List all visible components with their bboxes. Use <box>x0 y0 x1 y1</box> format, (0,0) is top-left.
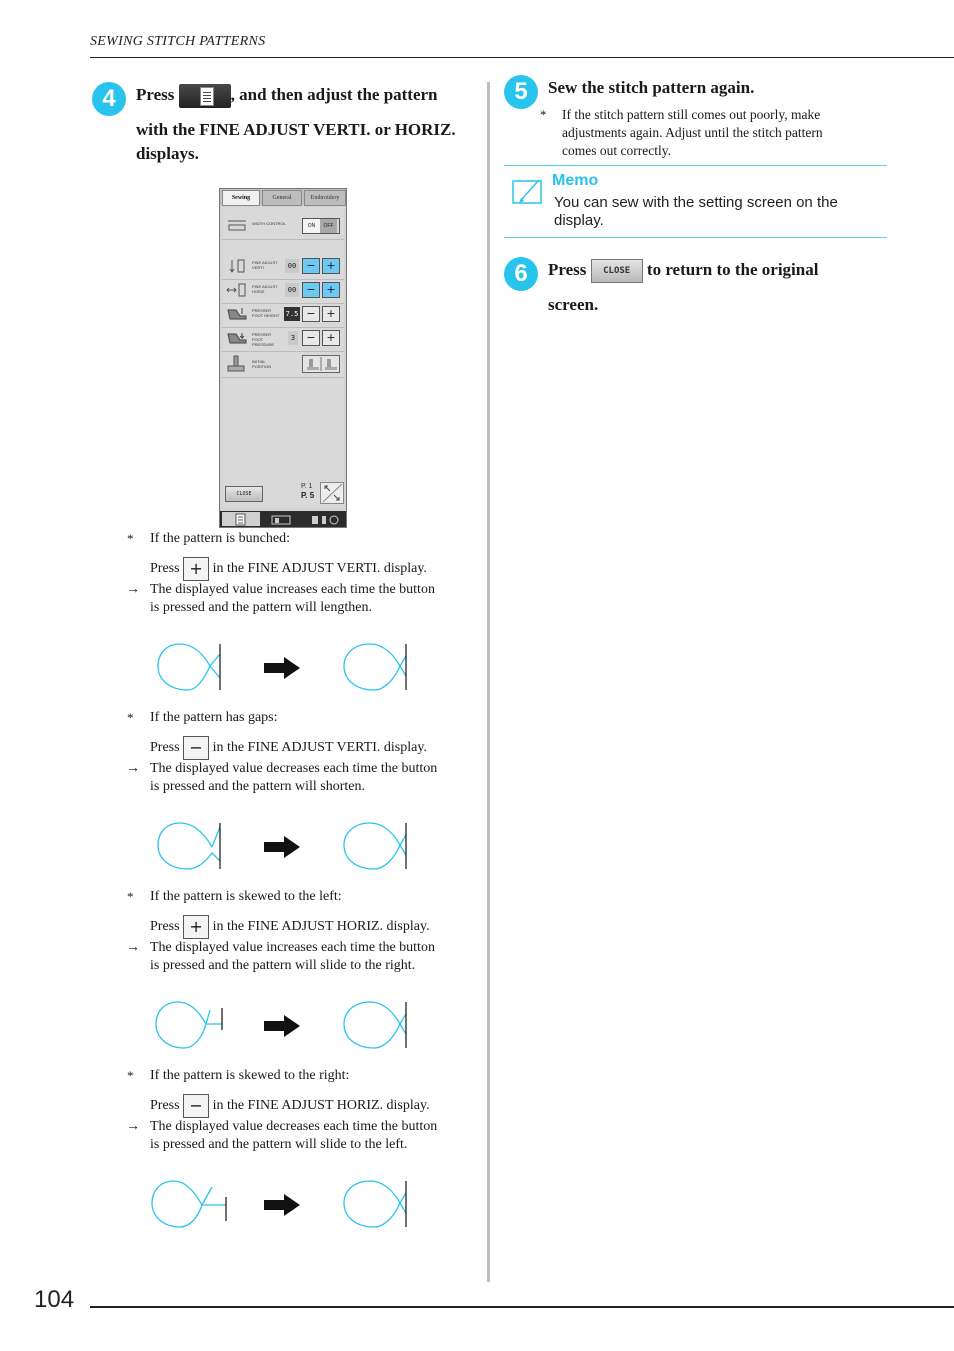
case-3-display: in the FINE ADJUST HORIZ. display. <box>212 919 430 935</box>
case-4-press: Press <box>150 1098 180 1114</box>
case-1-condition: If the pattern is bunched: <box>150 531 290 546</box>
step-5-note-line2: adjustments again. Adjust until the stitch pattern <box>562 125 823 140</box>
case-4-result-line1: The displayed value decreases each time the button <box>150 1119 438 1134</box>
tab-general[interactable]: General <box>262 190 302 206</box>
page-indicator-bottom: P. 5 <box>301 491 315 500</box>
arrow-right-icon: → <box>126 582 140 597</box>
case-4-display: in the FINE ADJUST HORIZ. display. <box>212 1098 430 1114</box>
section-header: SEWING STITCH PATTERNS <box>90 34 266 49</box>
width-control-label: WIDTH CONTROL <box>252 221 286 226</box>
width-control-toggle[interactable] <box>302 218 340 234</box>
fine-adjust-horiz-value: 00 <box>285 283 299 297</box>
arrow-right-icon <box>264 1194 300 1216</box>
memo-bottom-rule <box>504 237 887 238</box>
presser-foot-pressure-icon <box>226 331 248 345</box>
case-2-bullet: * <box>127 710 134 725</box>
step-6-badge: 6 <box>504 257 538 291</box>
step-4-press-word: Press <box>136 85 175 104</box>
memo-title: Memo <box>552 172 599 189</box>
case-2-result-line1: The displayed value decreases each time the button <box>150 761 438 776</box>
case-1-diagram <box>150 638 420 698</box>
row-fine-adjust-verti <box>222 255 344 280</box>
memo-pencil-icon <box>511 176 545 206</box>
tab-embroidery[interactable]: Embroidery <box>304 190 346 206</box>
case-4-condition: If the pattern is skewed to the right: <box>150 1068 350 1083</box>
initial-position-icon <box>226 355 248 373</box>
presser-foot-height-label: PRESSER FOOT HEIGHT <box>252 308 280 318</box>
width-control-icon <box>226 218 248 232</box>
fine-adjust-horiz-label: FINE ADJUST HORIZ <box>252 284 278 294</box>
toggle-on[interactable]: ON <box>303 219 320 233</box>
case-1-result-line2: is pressed and the pattern will lengthen. <box>150 600 372 615</box>
case-2-diagram <box>150 817 420 877</box>
corrected-pattern-shape <box>344 823 406 869</box>
row-presser-foot-pressure <box>222 327 344 352</box>
step-4-title-line3: displays. <box>136 144 199 163</box>
arrow-right-icon <box>264 657 300 679</box>
arrow-right-icon <box>264 836 300 858</box>
minus-button: − <box>183 1094 209 1118</box>
case-3-instruction <box>150 915 430 939</box>
tab-sewing[interactable]: Sewing <box>222 190 260 206</box>
right-skewed-pattern-shape <box>152 1181 226 1227</box>
corrected-pattern-shape <box>344 644 406 690</box>
step-6-title-line1 <box>548 258 818 283</box>
initial-position-label: INITIAL POSITION <box>252 359 272 369</box>
step-5-title: Sew the stitch pattern again. <box>548 78 755 97</box>
case-1-instruction <box>150 557 427 581</box>
case-4-diagram <box>146 1175 420 1235</box>
page-number: 104 <box>34 1286 75 1313</box>
fine-adjust-horiz-minus-button[interactable]: − <box>302 282 320 298</box>
bunched-pattern-shape <box>158 644 220 690</box>
fine-adjust-horiz-icon <box>226 283 248 297</box>
case-2-result-line2: is pressed and the pattern will shorten. <box>150 779 366 794</box>
row-fine-adjust-horiz <box>222 279 344 304</box>
plus-button: + <box>183 915 209 939</box>
row-initial-position <box>222 351 344 378</box>
help-tools-tab-icon[interactable] <box>308 513 342 525</box>
page-indicator-top: P. 1 <box>301 483 313 490</box>
presser-foot-pressure-plus-button[interactable]: + <box>322 330 340 346</box>
step-6-press-word: Press <box>548 260 587 279</box>
step-4-title-line1 <box>136 83 438 108</box>
close-button: CLOSE <box>591 259 643 283</box>
case-1-result-line1: The displayed value increases each time the button <box>150 582 435 597</box>
plus-button: + <box>183 557 209 581</box>
case-2-instruction <box>150 736 427 760</box>
arrow-right-icon: → <box>126 761 140 776</box>
presser-foot-height-plus-button[interactable]: + <box>322 306 340 322</box>
gapped-pattern-shape <box>158 823 220 869</box>
minus-button: − <box>183 736 209 760</box>
memo-text-line1: You can sew with the setting screen on the <box>554 194 838 211</box>
fine-adjust-verti-minus-button[interactable]: − <box>302 258 320 274</box>
fine-adjust-verti-value: 00 <box>285 259 299 273</box>
fine-adjust-verti-plus-button[interactable]: + <box>322 258 340 274</box>
step-4-badge: 4 <box>92 82 126 116</box>
presser-foot-pressure-label: PRESSER FOOT PRESSURE <box>252 332 275 347</box>
arrow-right-icon: → <box>126 940 140 955</box>
case-1-display: in the FINE ADJUST VERTI. display. <box>212 561 427 577</box>
settings-page-icon <box>179 84 231 108</box>
case-4-instruction <box>150 1094 430 1118</box>
case-2-display: in the FINE ADJUST VERTI. display. <box>212 740 427 756</box>
case-4-bullet: * <box>127 1068 134 1083</box>
case-3-diagram <box>150 996 420 1056</box>
case-2-press: Press <box>150 740 180 756</box>
case-1-bullet: * <box>127 531 134 546</box>
case-3-condition: If the pattern is skewed to the left: <box>150 889 342 904</box>
presser-foot-pressure-minus-button[interactable]: − <box>302 330 320 346</box>
fine-adjust-verti-icon <box>226 259 248 273</box>
toggle-off[interactable]: OFF <box>320 219 337 233</box>
step-5-note-line3: comes out correctly. <box>562 143 671 158</box>
initial-position-button[interactable] <box>302 355 340 373</box>
memo-top-rule <box>504 165 887 166</box>
screen-bottom-bar <box>220 511 346 527</box>
step-5-note-line1: If the stitch pattern still comes out poorly, make <box>562 107 821 122</box>
arrow-right-icon <box>264 1015 300 1037</box>
presser-foot-height-icon <box>226 307 248 321</box>
case-1-press: Press <box>150 561 180 577</box>
machine-settings-screen <box>219 188 347 528</box>
presser-foot-pressure-value: 3 <box>288 331 298 345</box>
memo-text-line2: display. <box>554 212 604 229</box>
corrected-pattern-shape <box>344 1002 406 1048</box>
fine-adjust-horiz-plus-button[interactable]: + <box>322 282 340 298</box>
case-3-bullet: * <box>127 889 134 904</box>
case-4-result-line2: is pressed and the pattern will slide to the left. <box>150 1137 408 1152</box>
footer-rule <box>90 1306 954 1308</box>
case-3-result-line1: The displayed value increases each time the button <box>150 940 435 955</box>
header-rule <box>90 57 954 58</box>
step-5-note-bullet: * <box>540 107 547 122</box>
case-3-result-line2: is pressed and the pattern will slide to the right. <box>150 958 416 973</box>
left-skewed-pattern-shape <box>156 1002 222 1048</box>
step-6-line1-rest: to return to the original <box>646 260 819 279</box>
fine-adjust-verti-label: FINE ADJUST VERTI <box>252 260 278 270</box>
column-divider <box>487 82 490 1282</box>
step-4-line1-rest: , and then adjust the pattern <box>230 85 438 104</box>
step-5-badge: 5 <box>504 75 538 109</box>
row-presser-foot-height <box>222 303 344 328</box>
step-4-title-line2: with the FINE ADJUST VERTI. or HORIZ. <box>136 120 456 139</box>
arrow-right-icon: → <box>126 1119 140 1134</box>
settings-page-tab-icon[interactable] <box>222 512 260 526</box>
screen-tab-row <box>220 189 346 205</box>
case-2-condition: If the pattern has gaps: <box>150 710 278 725</box>
corrected-pattern-shape <box>344 1181 406 1227</box>
presser-foot-height-value: 7.5 <box>284 307 300 321</box>
presser-foot-height-minus-button[interactable]: − <box>302 306 320 322</box>
row-width-control <box>222 213 344 240</box>
page-nav-arrows-icon[interactable] <box>320 482 344 504</box>
case-3-press: Press <box>150 919 180 935</box>
screen-close-button[interactable]: CLOSE <box>225 486 263 502</box>
step-6-title-line2: screen. <box>548 295 599 314</box>
sewing-machine-tab-icon[interactable] <box>266 513 296 525</box>
